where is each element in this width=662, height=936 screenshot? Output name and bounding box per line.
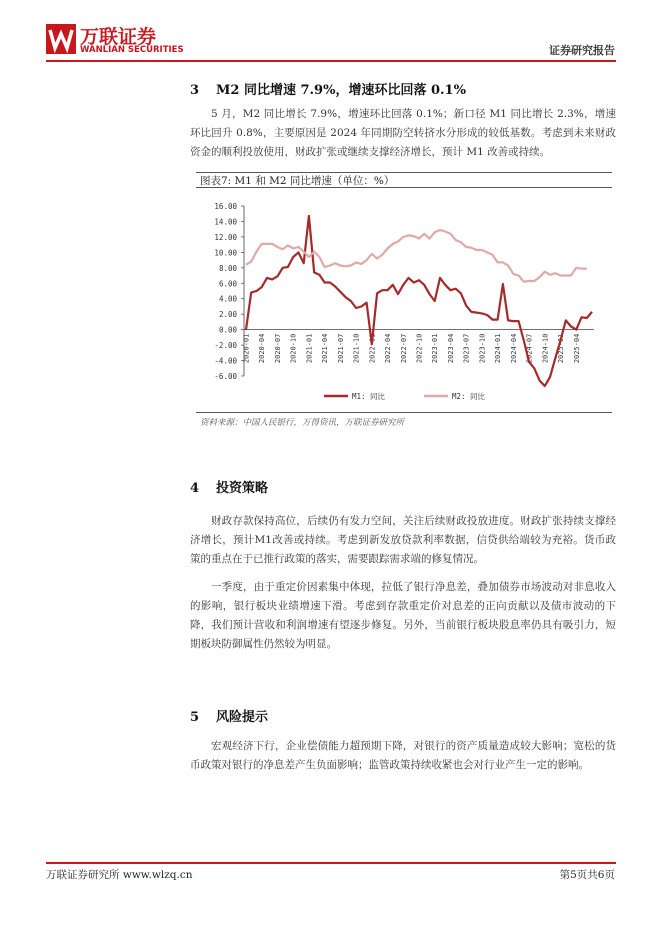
section-3-title: M2 同比增速 7.9%，增速环比回落 0.1% [216,83,466,98]
m1-m2-line-chart [196,190,612,410]
logo-en-text: WANLIAN SECURITIES [80,45,184,55]
figure-7-title: 图表7: M1 和 M2 同比增速（单位：%） [200,175,395,187]
x-tick-label: 2021-01 [305,333,314,364]
figure-bottom-rule [196,412,612,413]
y-tick-label: 8.00 [218,263,237,273]
section-4-number: 4 [190,481,200,496]
wanlian-logo-icon [46,24,76,54]
section-5-heading [190,706,268,725]
y-tick-label: 0.00 [218,325,237,335]
x-tick-label: 2020-04 [258,333,267,364]
section-4-paragraph-2: 一季度，由于重定价因素集中体现，拉低了银行净息差，叠加债券市场波动对非息收入的影响，银行板块业绩增速下滑。考虑到存款重定价对息差的正向贡献以及债市波动的下降，我们预计营收和利润增速有望逐步修复。另外，当前银行板块股息率仍具有吸引力，短期板块防御属性仍然较为明显。 [190,581,616,650]
x-tick-label: 2020-01 [242,333,251,364]
section-5-title: 风险提示 [216,710,269,725]
section-4-heading [190,477,268,496]
logo-cn-text: 万联证券 [80,26,157,48]
y-tick-label: 12.00 [214,232,237,242]
x-tick-label: 2022-10 [415,333,424,364]
x-tick-label: 2020-07 [273,333,282,364]
report-type-label: 证券研究报告 [549,44,615,57]
x-tick-label: 2024-07 [525,333,534,364]
x-tick-label: 2023-10 [478,333,487,364]
x-tick-label: 2021-04 [321,333,330,364]
x-tick-label: 2023-01 [431,333,440,364]
section-3-heading [190,79,466,98]
section-3-paragraph: 5 月，M2 同比增长 7.9%，增速环比回落 0.1%；新口径 M1 同比增长 2.3%，增速环比回升 0.8%，主要原因是 2024 年同期防空转挤水分形成的较低基数。考虑到未来财政资金的顺利投放使用，财政扩张或继续支撑经济增长，预计 M1 改善或持续。 [190,108,616,158]
y-tick-label: 6.00 [218,279,237,289]
y-tick-label: 4.00 [218,294,237,304]
series-line-m2 [246,230,587,282]
header-divider [46,60,616,62]
x-tick-label: 2023-07 [462,333,471,364]
x-tick-label: 2021-07 [336,333,345,364]
footer-institute: 万联证券研究所 www.wlzq.cn [46,869,193,881]
section-4-title: 投资策略 [216,481,269,496]
x-tick-label: 2022-01 [368,333,377,364]
y-tick-label: -2.00 [214,341,237,351]
x-tick-label: 2022-04 [384,333,393,364]
x-tick-label: 2025-04 [572,333,581,364]
section-3-number: 3 [190,83,200,98]
x-tick-label: 2024-10 [541,333,550,364]
section-5-number: 5 [190,710,200,725]
y-tick-label: -4.00 [214,356,237,366]
y-tick-label: -6.00 [214,372,237,381]
page-header [0,0,662,64]
y-tick-label: 14.00 [214,217,237,227]
y-tick-label: 10.00 [214,248,237,258]
x-tick-label: 2024-04 [509,333,518,364]
y-tick-label: 16.00 [214,202,237,211]
legend-label: M1: 同比 [352,392,386,401]
x-tick-label: 2021-10 [352,333,361,364]
footer-page-number: 第5页共6页 [559,869,615,881]
x-tick-label: 2025-01 [557,333,566,364]
legend-label: M2: 同比 [452,392,486,401]
footer-divider [46,862,616,864]
section-4-paragraph-1: 财政存款保持高位，后续仍有发力空间，关注后续财政投放进度。财政扩张持续支撑经济增长，预计M1改善或持续。考虑到新发放贷款利率数据，信贷供给端较为充裕。货币政策的重点在于已推行政策的落实，需要跟踪需求端的修复情况。 [190,515,616,565]
x-tick-label: 2024-01 [494,333,503,364]
y-tick-label: 2.00 [218,310,237,320]
section-5-paragraph: 宏观经济下行，企业偿债能力超预期下降，对银行的资产质量造成较大影响；宽松的货币政策对银行的净息差产生负面影响；监管政策持续收紧也会对行业产生一定的影响。 [190,740,616,771]
figure-source: 资料来源：中国人民银行，万得资讯，万联证券研究所 [200,418,405,428]
x-tick-label: 2023-04 [446,333,455,364]
x-tick-label: 2020-10 [289,333,298,364]
x-tick-label: 2022-07 [399,333,408,364]
